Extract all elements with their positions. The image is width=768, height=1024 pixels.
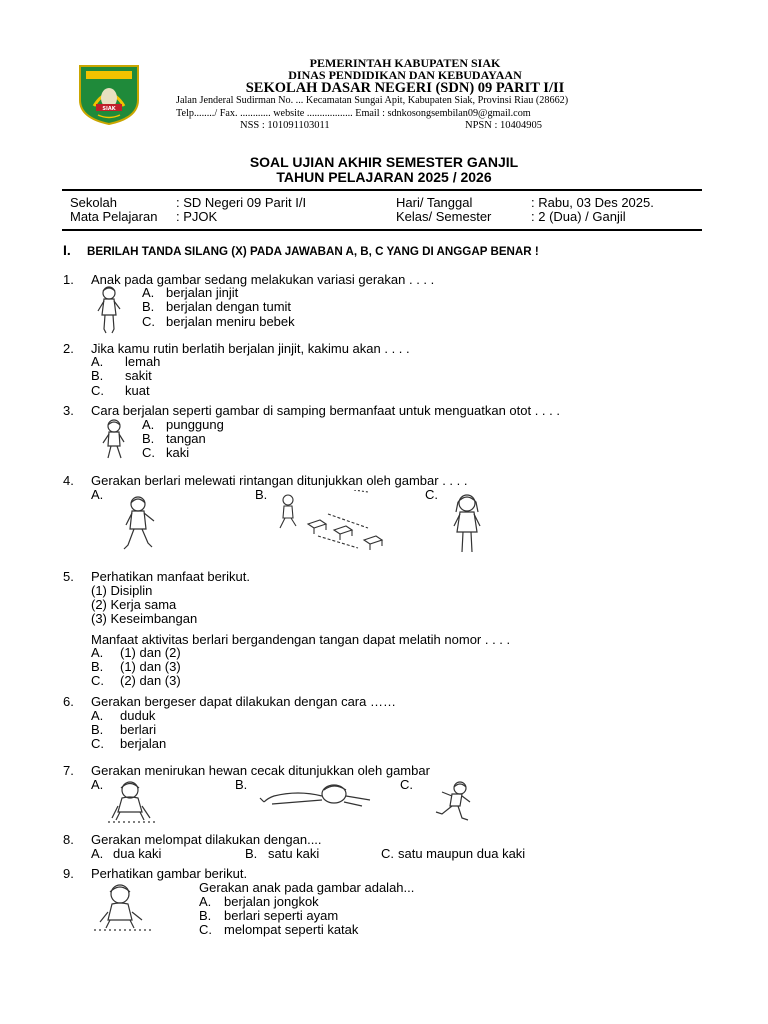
crawling-lizard-pose-illustration — [258, 778, 378, 808]
section-number: I. — [63, 242, 71, 258]
logo-label: SIAK — [102, 106, 116, 112]
q6-number: 6. — [63, 694, 74, 709]
class-label: Kelas/ Semester — [396, 209, 492, 224]
q1-option-b: berjalan dengan tumit — [166, 299, 292, 314]
q4-number: 4. — [63, 473, 74, 488]
child-walking-illustration — [120, 495, 160, 553]
q3-option-a-letter: A. — [142, 417, 155, 432]
q6-option-b: berlari — [120, 722, 157, 737]
walking-child-illustration — [98, 418, 130, 462]
q4-option-c-letter: C. — [425, 487, 438, 502]
q3-option-b: tangan — [166, 431, 206, 446]
q7-option-b-letter: B. — [235, 777, 248, 792]
q1-option-a-letter: A. — [142, 285, 155, 300]
q8-text: Gerakan melompat dilakukan dengan.... — [91, 832, 322, 847]
q9-text2: Gerakan anak pada gambar adalah... — [199, 880, 415, 895]
q6-option-c-letter: C. — [91, 736, 104, 751]
date-label: Hari/ Tanggal — [396, 195, 473, 210]
letterhead-school-name: SEKOLAH DASAR NEGERI (SDN) 09 PARIT I/II — [245, 80, 565, 96]
q2-option-b-letter: B. — [91, 368, 104, 383]
q5-item-2: (2) Kerja sama — [91, 597, 177, 612]
q5-option-c-letter: C. — [91, 673, 104, 688]
date-value: : Rabu, 03 Des 2025. — [531, 195, 654, 210]
q2-option-a-letter: A. — [91, 354, 104, 369]
q9-option-c-letter: C. — [199, 922, 212, 937]
q8-option-b: satu kaki — [268, 846, 320, 861]
subject-value: : PJOK — [176, 209, 218, 224]
class-value: : 2 (Dua) / Ganjil — [531, 209, 626, 224]
crouching-child-illustration — [104, 778, 160, 824]
q9-text: Perhatikan gambar berikut. — [91, 866, 248, 881]
q6-option-a-letter: A. — [91, 708, 104, 723]
q2-option-b: sakit — [125, 368, 152, 383]
q5-option-b: (1) dan (3) — [120, 659, 181, 674]
q3-option-a: punggung — [166, 417, 224, 432]
q5-option-a-letter: A. — [91, 645, 104, 660]
tiptoe-walk-illustration — [92, 285, 126, 335]
girl-standing-illustration — [446, 492, 488, 560]
q5-text: Perhatikan manfaat berikut. — [91, 569, 250, 584]
letterhead-nss: NSS : 101091103011 — [240, 120, 330, 131]
q9-option-c: melompat seperti katak — [224, 922, 359, 937]
q3-number: 3. — [63, 403, 74, 418]
letterhead-line2: DINAS PENDIDIKAN DAN KEBUDAYAAN — [288, 68, 522, 82]
q6-option-b-letter: B. — [91, 722, 104, 737]
q6-option-c: berjalan — [120, 736, 167, 751]
q3-option-b-letter: B. — [142, 431, 155, 446]
q1-option-c-letter: C. — [142, 314, 155, 329]
q8-option-a: dua kaki — [113, 846, 162, 861]
q2-option-a: lemah — [125, 354, 161, 369]
school-logo — [76, 62, 142, 126]
q9-number: 9. — [63, 866, 74, 881]
q1-number: 1. — [63, 272, 74, 287]
q2-option-c-letter: C. — [91, 383, 104, 398]
q9-option-a-letter: A. — [199, 894, 212, 909]
q5-text2: Manfaat aktivitas berlari bergandengan tangan dapat melatih nomor . . . . — [91, 632, 511, 647]
q7-text: Gerakan menirukan hewan cecak ditunjukkan oleh gambar — [91, 763, 430, 778]
info-top-rule — [62, 189, 702, 191]
q2-text: Jika kamu rutin berlatih berjalan jinjit, kakimu akan . . . . — [91, 341, 410, 356]
q8-option-c: satu maupun dua kaki — [398, 846, 526, 861]
letterhead-line1: PEMERINTAH KABUPATEN SIAK — [309, 56, 501, 70]
q3-option-c: kaki — [166, 445, 190, 460]
exam-title: SOAL UJIAN AKHIR SEMESTER GANJIL — [249, 154, 519, 170]
letterhead-npsn: NPSN : 10404905 — [465, 120, 543, 131]
q8-number: 8. — [63, 832, 74, 847]
subject-label: Mata Pelajaran — [70, 209, 158, 224]
q6-option-a: duduk — [120, 708, 156, 723]
q5-option-b-letter: B. — [91, 659, 104, 674]
q5-option-c: (2) dan (3) — [120, 673, 181, 688]
q2-number: 2. — [63, 341, 74, 356]
q4-option-a-letter: A. — [91, 487, 104, 502]
letterhead-contact: Telp......../ Fax. ............ website .................. Email : sdnkosongsembilan09@gmail.com — [176, 108, 531, 119]
squatting-child-illustration — [92, 882, 156, 934]
q1-option-b-letter: B. — [142, 299, 155, 314]
running-child-illustration — [430, 780, 476, 824]
q5-item-1: (1) Disiplin — [91, 583, 153, 598]
q7-option-a-letter: A. — [91, 777, 104, 792]
q1-text: Anak pada gambar sedang melakukan variasi gerakan . . . . — [91, 272, 435, 287]
school-label: Sekolah — [70, 195, 117, 210]
q5-option-a: (1) dan (2) — [120, 645, 181, 660]
q1-option-a: berjalan jinjit — [166, 285, 239, 300]
q7-number: 7. — [63, 763, 74, 778]
q3-option-c-letter: C. — [142, 445, 155, 460]
q1-option-c: berjalan meniru bebek — [166, 314, 295, 329]
q9-option-b-letter: B. — [199, 908, 212, 923]
q2-option-c: kuat — [125, 383, 150, 398]
q9-option-b: berlari seperti ayam — [224, 908, 339, 923]
q9-option-a: berjalan jongkok — [224, 894, 319, 909]
q5-number: 5. — [63, 569, 74, 584]
q5-item-3: (3) Keseimbangan — [91, 611, 198, 626]
q7-option-c-letter: C. — [400, 777, 413, 792]
q8-option-a-letter: A. — [91, 846, 104, 861]
exam-year: TAHUN PELAJARAN 2025 / 2026 — [276, 169, 492, 185]
q4-option-b-letter: B. — [255, 487, 268, 502]
q6-text: Gerakan bergeser dapat dilakukan dengan cara …… — [91, 694, 396, 709]
school-value: : SD Negeri 09 Parit I/I — [176, 195, 307, 210]
info-bottom-rule — [62, 229, 702, 231]
letterhead-address: Jalan Jenderal Sudirman No. ... Kecamatan Sungai Apit, Kabupaten Siak, Provinsi Riau (28662) — [176, 95, 569, 106]
section-instruction: BERILAH TANDA SILANG (X) PADA JAWABAN A, B, C YANG DI ANGGAP BENAR ! — [87, 245, 539, 258]
q4-text: Gerakan berlari melewati rintangan ditunjukkan oleh gambar . . . . — [91, 473, 468, 488]
obstacle-run-illustration — [268, 490, 398, 556]
q8-option-c-letter: C. — [381, 846, 394, 861]
q8-option-b-letter: B. — [245, 846, 258, 861]
q3-text: Cara berjalan seperti gambar di samping bermanfaat untuk menguatkan otot . . . . — [91, 403, 560, 418]
